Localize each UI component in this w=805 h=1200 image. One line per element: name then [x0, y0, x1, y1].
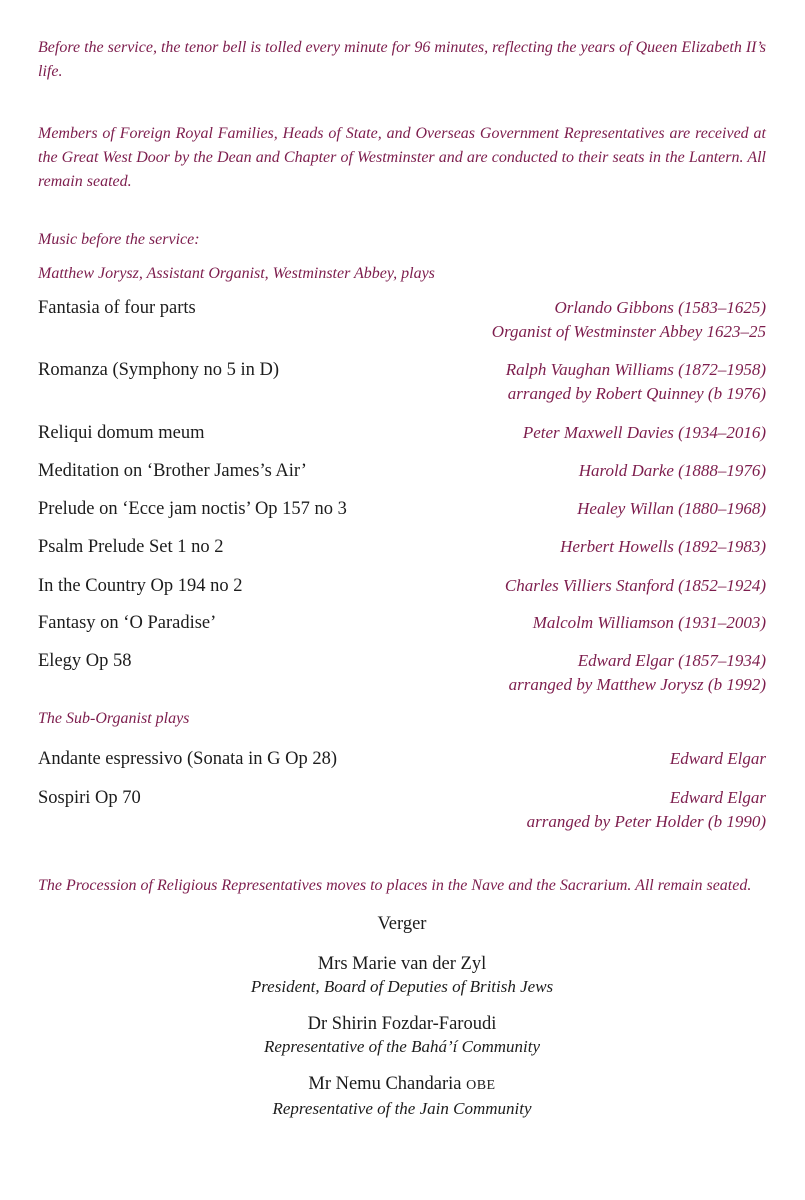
sub-organist-list — [38, 747, 766, 836]
composer-name: Orlando Gibbons (1583–1625) — [554, 298, 766, 317]
member-role: Representative of the Jain Community — [272, 1099, 532, 1118]
composer-name: Herbert Howells (1892–1983) — [560, 537, 766, 556]
royals-rubric: Members of Foreign Royal Families, Heads of State, and Overseas Government Representatives are received at the Great West Door by the Dean and Chapter of Westminster and are conducted to their seats in the Lantern. All remain seated. — [38, 125, 766, 190]
verger-label: Verger — [377, 914, 427, 934]
music-before-heading: Music before the service: — [38, 231, 200, 248]
composer-credit — [509, 649, 766, 697]
composer-credit — [506, 358, 766, 406]
member-postnominal: OBE — [466, 1078, 496, 1093]
composer-name: Healey Willan (1880–1968) — [577, 499, 766, 518]
piece-title: Fantasia of four parts — [38, 298, 196, 318]
music-item — [38, 497, 766, 535]
music-list — [38, 296, 766, 709]
member-name — [38, 1072, 766, 1098]
piece-title: Meditation on ‘Brother James’s Air’ — [38, 461, 307, 481]
procession-rubric: The Procession of Religious Representatives moves to places in the Nave and the Sacrarium. All remain seated. — [38, 877, 752, 894]
member-name-text: Dr Shirin Fozdar-Faroudi — [307, 1014, 497, 1034]
composer-note: arranged by Peter Holder (b 1990) — [526, 812, 766, 831]
piece-title: Sospiri Op 70 — [38, 788, 141, 808]
music-item — [38, 296, 766, 358]
member-name — [38, 952, 766, 976]
composer-credit — [527, 786, 766, 834]
music-item — [38, 421, 766, 459]
composer-name: Edward Elgar (1857–1934) — [577, 651, 766, 670]
composer-name: Charles Villiers Stanford (1852–1924) — [504, 576, 766, 595]
music-item — [38, 459, 766, 497]
music-item — [38, 358, 766, 421]
composer-credit — [492, 296, 766, 344]
bell-rubric: Before the service, the tenor bell is tolled every minute for 96 minutes, reflecting the years of Queen Elizabeth II’s life. — [38, 39, 766, 80]
piece-title: Psalm Prelude Set 1 no 2 — [38, 537, 224, 557]
performer-line: Matthew Jorysz, Assistant Organist, Westminster Abbey, plays — [38, 265, 435, 282]
music-item — [38, 611, 766, 649]
composer-note: arranged by Matthew Jorysz (b 1992) — [508, 675, 766, 694]
piece-title: Romanza (Symphony no 5 in D) — [38, 360, 279, 380]
composer-note: arranged by Robert Quinney (b 1976) — [507, 384, 766, 403]
composer-name: Edward Elgar — [669, 749, 766, 768]
piece-title: Fantasy on ‘O Paradise’ — [38, 613, 217, 633]
composer-note: Organist of Westminster Abbey 1623–25 — [491, 322, 766, 341]
member-role: Representative of the Bahá’í Community — [263, 1037, 541, 1056]
sub-organist-heading: The Sub-Organist plays — [38, 710, 190, 727]
piece-title: Elegy Op 58 — [38, 651, 132, 671]
piece-title: Prelude on ‘Ecce jam noctis’ Op 157 no 3 — [38, 499, 347, 519]
music-item — [38, 574, 766, 611]
member-name-text: Mr Nemu Chandaria — [308, 1074, 462, 1094]
piece-title: In the Country Op 194 no 2 — [38, 576, 243, 596]
member-name-text: Mrs Marie van der Zyl — [317, 954, 487, 974]
composer-name: Edward Elgar — [669, 788, 766, 807]
music-item — [38, 649, 766, 709]
member-name — [38, 1012, 766, 1036]
order-of-service-page — [38, 36, 766, 1120]
procession-member — [38, 1012, 766, 1058]
music-item — [38, 747, 766, 786]
procession-member — [38, 1072, 766, 1120]
composer-name: Harold Darke (1888–1976) — [578, 461, 766, 480]
piece-title: Andante espressivo (Sonata in G Op 28) — [38, 749, 338, 769]
procession-member — [38, 952, 766, 998]
piece-title: Reliqui domum meum — [38, 423, 205, 443]
composer-name: Ralph Vaughan Williams (1872–1958) — [505, 360, 766, 379]
music-item — [38, 535, 766, 574]
music-item — [38, 786, 766, 836]
verger — [38, 912, 766, 936]
composer-name: Malcolm Williamson (1931–2003) — [532, 613, 766, 632]
member-role: President, Board of Deputies of British Jews — [250, 977, 554, 996]
composer-name: Peter Maxwell Davies (1934–2016) — [522, 423, 766, 442]
